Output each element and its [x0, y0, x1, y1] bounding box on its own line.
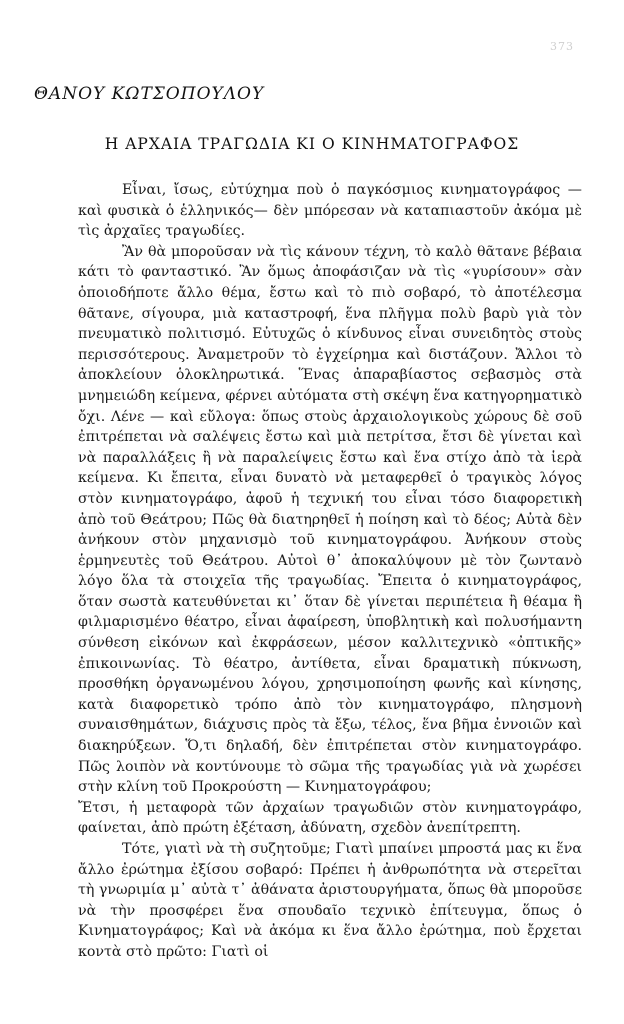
paragraph: Τότε, γιατὶ νὰ τὴ συζητοῦμε; Γιατὶ μπαίνει μπροστά μας κι ἕνα ἄλλο ἐρώτημα ἐξίσου σοβαρό: Πρέπει ἡ ἀνθρωπότητα νὰ στερεῖται τὴ γνωριμία μ᾽ αὐτὰ τ᾽ ἀθάνατα ἀριστουργήματα, ὅπως θὰ μποροῦσε νὰ τὴν προσφέρει ἕνα σπουδαῖο τεχνικὸ ἐπίτευγμα, ὅπως ὁ Κινηματογράφος; Καὶ νὰ ἀκόμα κι ἕνα ἄλλο ἐρώτημα, ποὺ ἔρχεται κοντὰ στὸ πρῶτο: Γιατὶ οἱ [78, 841, 582, 960]
page-number: 373 [550, 40, 574, 53]
paragraph: Ἔτσι, ἡ μεταφορὰ τῶν ἀρχαίων τραγωδιῶν στὸν κινηματογράφο, φαίνεται, ἀπὸ πρώτη ἐξέταση, ἀδύνατη, σχεδὸν ἀνεπίτρεπτη. [78, 799, 582, 837]
article-title: Η ΑΡΧΑΙΑ ΤΡΑΓΩΔΙΑ ΚΙ Ο ΚΙΝΗΜΑΤΟΓΡΑΦΟΣ [104, 135, 520, 153]
paragraph: Εἶναι, ἴσως, εὐτύχημα ποὺ ὁ παγκόσμιος κινηματογράφος — καὶ φυσικὰ ὁ ἑλληνικός— δὲν μπόρεσαν νὰ καταπιαστοῦν ἀκόμα μὲ τὶς ἀρχαῖες τραγωδίες. [78, 182, 582, 240]
paragraph: Ἂν θὰ μποροῦσαν νὰ τὶς κάνουν τέχνη, τὸ καλὸ θᾶτανε βέβαια κάτι τὸ φανταστικό. Ἂν ὅμως ἀποφάσιζαν νὰ τὶς «γυρίσουν» σὰν ὁποιοδήποτε ἄλλο θέμα, ἔστω καὶ τὸ πιὸ σοβαρό, τὸ ἀποτέλεσμα θᾶτανε, σίγουρα, μιὰ καταστροφή, ἕνα πλῆγμα πολὺ βαρὺ γιὰ τὸν πνευματικὸ πολιτισμό. Εὐτυχῶς ὁ κίνδυνος εἶναι συνειδητὸς στοὺς περισσότερους. Ἀναμετροῦν τὸ ἐγχείρημα καὶ διστάζουν. Ἄλλοι τὸ ἀποκλείουν ὁλοκληρωτικά. Ἕνας ἀπαραβίαστος σεβασμὸς στὰ μνημειώδη κείμενα, φέρνει αὐτόματα στὴ σκέψη ἕνα κατηγορηματικὸ ὄχι. Λένε — καὶ εὔλογα: ὅπως στοὺς ἀρχαιολογικοὺς χώρους δὲ σοῦ ἐπιτρέπεται νὰ σαλέψεις ἔστω καὶ μιὰ πετρίτσα, ἔτσι δὲ γίνεται καὶ νὰ παραλλάξεις ἢ νὰ παραλείψεις ἔστω καὶ ἕνα στίχο ἀπὸ τὰ ἱερὰ κείμενα. Κι ἔπειτα, εἶναι δυνατὸ νὰ μεταφερθεῖ ὁ τραγικὸς λόγος στὸν κινηματογράφο, ἀφοῦ ἡ τεχνική του εἶναι τόσο διαφορετικὴ ἀπὸ τοῦ Θεάτρου; Πῶς θὰ διατηρηθεῖ ἡ ποίηση καὶ τὸ δέος; Αὐτὰ δὲν ἀνήκουν στὸν μηχανισμὸ τοῦ κινηματογράφου. Ἀνήκουν στοὺς ἑρμηνευτὲς τοῦ Θεάτρου. Αὐτοὶ θ᾽ ἀποκαλύψουν μὲ τὸν ζωντανὸ λόγο ὅλα τὰ στοιχεῖα τῆς τραγωδίας. Ἔπειτα ὁ κινηματογράφος, ὅταν σωστὰ κατευθύνεται κι᾽ ὅταν δὲ γίνεται περιπέτεια ἢ θέαμα ἢ φιλμαρισμένο θέατρο, εἶναι ἀφαίρεση, ὑποβλητικὴ καὶ πολυσήμαντη σύνθεση εἰκόνων καὶ ἐκφράσεων, μέσον καλλιτεχνικὸ «ὀπτικῆς» ἐπικοινωνίας. Τὸ θέατρο, ἀντίθετα, εἶναι δραματικὴ πύκνωση, προσθήκη ὀργανωμένου λόγου, χρησιμοποίηση φωνῆς καὶ κίνησης, κατὰ διαφορετικὸ τρόπο ἀπὸ τὸν κινηματογράφο, πλησμονὴ συναισθημάτων, διάχυσις πρὸς τὰ ἔξω, τέλος, ἕνα βῆμα ἐννοιῶν καὶ διακηρύξεων. Ὅ,τι δηλαδή, δὲν ἐπιτρέπεται στὸν κινηματογράφο. Πῶς λοιπὸν νὰ κοντύνουμε τὸ σῶμα τῆς τραγωδίας γιὰ νὰ χωρέσει στὴν κλίνη τοῦ Προκρούστη — Κινηματογράφου; [78, 243, 582, 796]
author-name: ΘΑΝΟΥ ΚΩΤΣΟΠΟΥΛΟΥ [34, 84, 265, 104]
article-body [78, 180, 582, 963]
